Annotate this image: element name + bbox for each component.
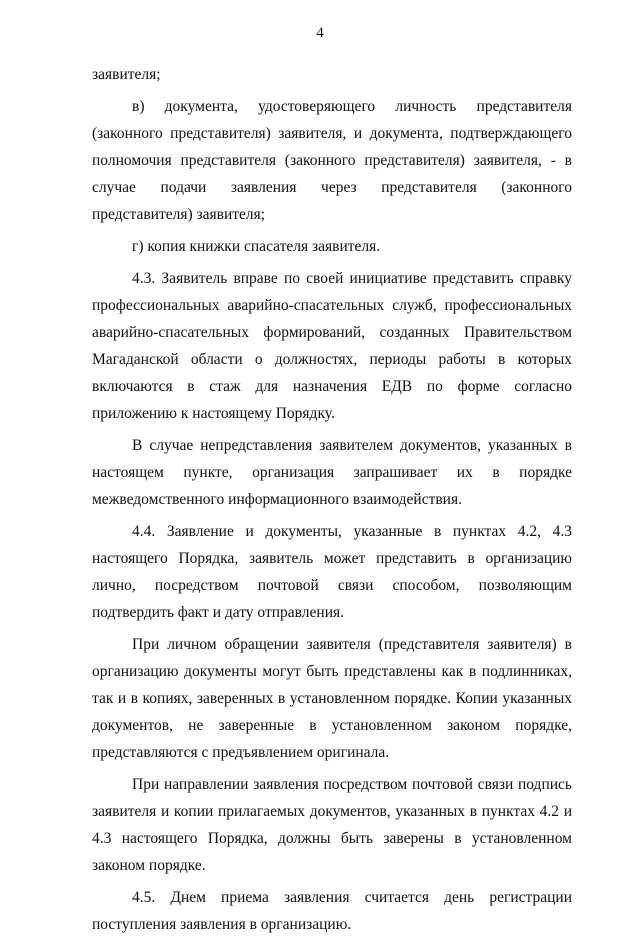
page-number: 4 — [316, 25, 324, 41]
paragraph-continuation: заявителя; — [92, 66, 161, 83]
paragraph-4-5: 4.5. Днем приема заявления считается день регистрации поступления заявления в организацию. — [92, 889, 572, 933]
paragraph-4-3-note: В случае непредставления заявителем документов, указанных в настоящем пункте, организация запрашивает их в порядке межведомственного информационного взаимодействия. — [92, 437, 572, 508]
paragraph-4-4-personal: При личном обращении заявителя (представителя заявителя) в организацию документы могут быть представлены как в подлинниках, так и в копиях, заверенных в установленном порядке. Копии указанных документов, не заверенные в установленном законом порядке, представляются с предъявлением оригинала. — [92, 636, 572, 761]
document-body — [92, 61, 572, 943]
paragraph-4-3: 4.3. Заявитель вправе по своей инициативе представить справку профессиональных аварийно-спасательных служб, профессиональных аварийно-спасательных формирований, созданных Правительством Магаданской области о должностях, периоды работы в которых включаются в стаж для назначения ЕДВ по форме согласно приложению к настоящему Порядку. — [92, 270, 572, 422]
paragraph-item-v: в) документа, удостоверяющего личность представителя (законного представителя) заявителя, и документа, подтверждающего полномочия представителя (законного представителя) заявителя, - в случае подачи заявления через представителя (законного представителя) заявителя; — [92, 98, 572, 223]
paragraph-item-g: г) копия книжки спасателя заявителя. — [132, 238, 381, 255]
paragraph-4-4-postal: При направлении заявления посредством почтовой связи подпись заявителя и копии прилагаемых документов, указанных в пунктах 4.2 и 4.3 настоящего Порядка, должны быть заверены в установленном законом порядке. — [92, 776, 572, 874]
paragraph-4-4: 4.4. Заявление и документы, указанные в пунктах 4.2, 4.3 настоящего Порядка, заявитель может представить в организацию лично, посредством почтовой связи способом, позволяющим подтвердить факт и дату отправления. — [92, 523, 572, 621]
